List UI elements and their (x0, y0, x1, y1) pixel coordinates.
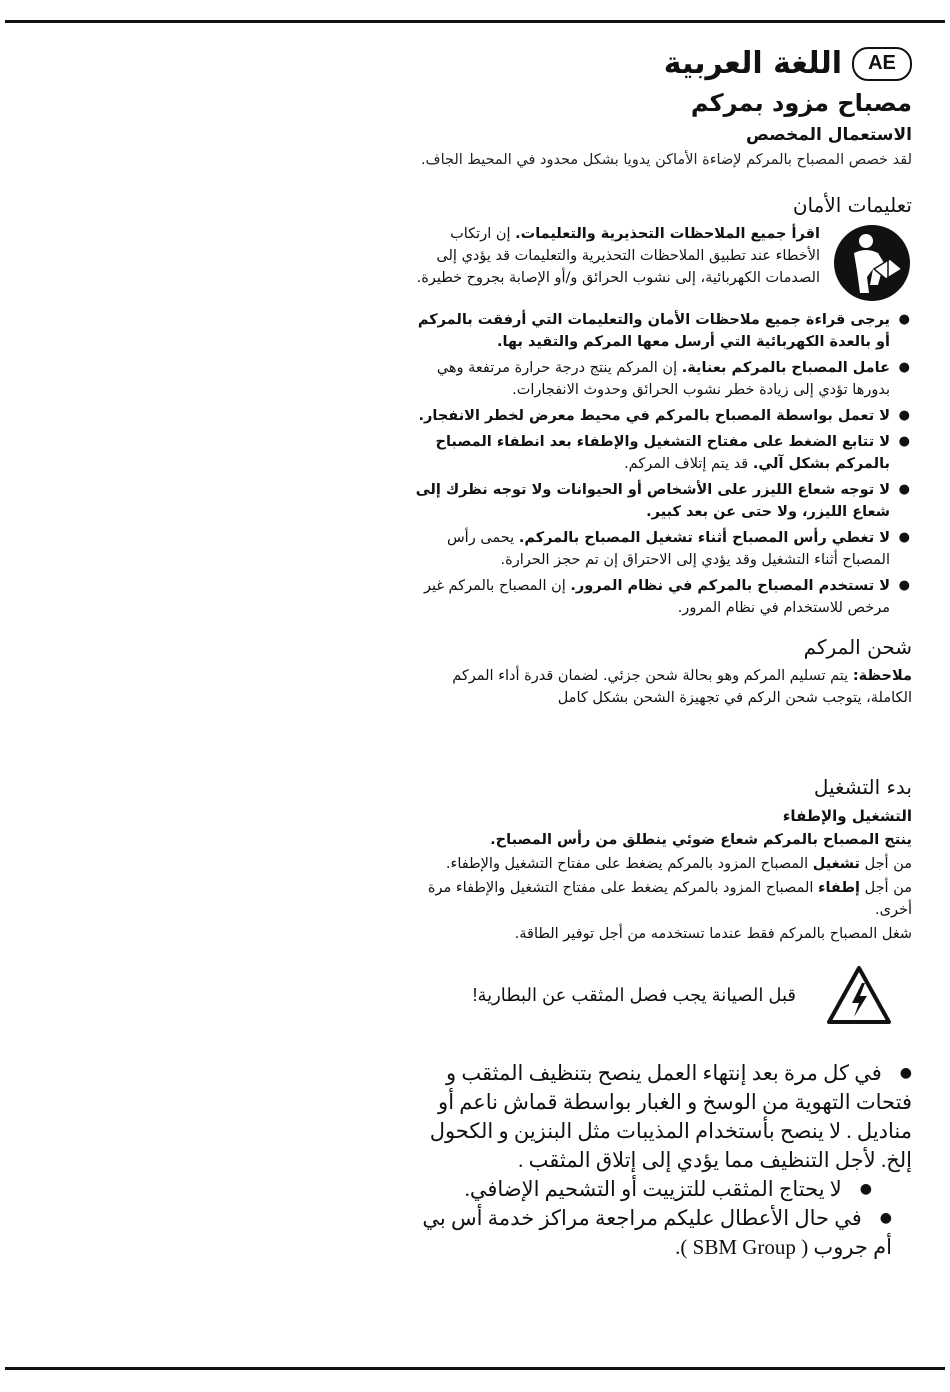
language-header (404, 46, 912, 81)
switch-off-text: من أجل إطفاء المصباح المزود بالمركم يضغط على مفتاح التشغيل والإطفاء مرة أخرى. (427, 880, 912, 918)
top-rule (5, 20, 945, 23)
maintenance-item: ●في حال الأعطال عليكم مراجعة مراكز خدمة أس بي أم جروب ( SBM Group ). (422, 1206, 892, 1259)
intended-use-heading: الاستعمال المخصص (746, 125, 912, 145)
intended-use-text: لقد خصص المصباح بالمركم لإضاءة الأماكن يدويا بشكل محدود في المحيط الجاف. (420, 152, 912, 168)
safety-bullet: ● لا تتابع الضغط على مفتاح التشغيل والإطفاء بعد انطفاء المصباح بالمركم بشكل آلي. قد يتم إتلاف المركم. (404, 431, 912, 475)
safety-bullets (404, 309, 912, 619)
safety-bullet: ● يرجى قراءة جميع ملاحظات الأمان والتعليمات التي أرفقت بالمركم أو بالعدة الكهربائية التي أرسل معها المركم والتقيد بها. (404, 309, 912, 353)
safety-intro (404, 223, 912, 303)
note-text: يتم تسليم المركم وهو بحالة شحن جزئي. لضمان قدرة أداء المركم الكاملة، يتوجب شحن الركم في تجهيزة الشحن بشكل كامل (452, 668, 912, 706)
maintenance-item: ●في كل مرة بعد إنتهاء العمل ينصح بتنظيف المثقب و فتحات التهوية من الوسخ و الغبار بواسطة قماش ناعم أو مناديل . لا ينصح بأستخدام المذيبات مثل البنزين و الكحول إلخ. لأجل التنظيف مما يؤدي إلى إتلاق المثقب . (429, 1061, 912, 1172)
page-content (404, 40, 912, 1262)
warning-text: قبل الصيانة يجب فصل المثقب عن البطارية! (472, 984, 796, 1005)
safety-intro-bold: اقرأ جميع الملاحظات التحذيرية والتعليمات. (515, 226, 820, 242)
safety-heading: تعليمات الأمان (792, 193, 912, 217)
safety-intro-text: إن ارتكاب الأخطاء عند تطبيق الملاحظات التحذيرية والتعليمات قد يؤدي إلى الصدمات الكهربائية، إلى نشوب الحرائق و/أو الإصابة بجروح خطيرة. (416, 226, 820, 286)
language-title: اللغة العربية (663, 46, 842, 81)
read-manual-icon (832, 223, 912, 303)
operation-heading: بدء التشغيل (813, 775, 912, 799)
safety-bullet: ● لا تستخدم المصباح بالمركم في نظام المرور. إن المصباح بالمركم غير مرخص للاستخدام في نظام المرور. (404, 575, 912, 619)
charging-note (404, 665, 912, 709)
bottom-rule (5, 1367, 945, 1370)
product-title: مصباح مزود بمركم (690, 89, 912, 117)
electric-hazard-icon (826, 965, 892, 1025)
switch-on-text: من أجل تشغيل المصباح المزود بالمركم يضغط على مفتاح التشغيل والإطفاء. (445, 856, 912, 872)
operation-subheading: التشغيل والإطفاء (782, 807, 912, 825)
maintenance-item: ●لا يحتاج المثقب للتزييت أو التشحيم الإضافي. (464, 1177, 872, 1201)
maintenance-list (404, 1059, 912, 1262)
safety-bullet: ● لا تعمل بواسطة المصباح بالمركم في محيط معرض لخطر الانفجار. (404, 405, 912, 427)
safety-bullet: ● عامل المصباح بالمركم بعناية. إن المركم ينتج درجة حرارة مرتفعة وهي بدورها تؤدي إلى زيادة خطر نشوب الحرائق وحدوث الانفجارات. (404, 357, 912, 401)
language-code-badge: AE (852, 47, 912, 81)
save-energy-text: شغل المصباح بالمركم فقط عندما تستخدمه من أجل توفير الطاقة. (514, 926, 912, 942)
maintenance-warning (404, 965, 912, 1025)
operation-lead: ينتج المصباح بالمركم شعاع ضوئي ينطلق من رأس المصباح. (490, 832, 912, 848)
safety-bullet: ● لا توجه شعاع الليزر على الأشخاص أو الحيوانات ولا توجه نظرك إلى شعاع الليزر، ولا حتى عن بعد كبير. (404, 479, 912, 523)
charging-heading: شحن المركم (803, 635, 912, 659)
safety-bullet: ● لا تغطي رأس المصباح أثناء تشغيل المصباح بالمركم. يحمى رأس المصباح أثناء التشغيل وقد يؤدي إلى الاحتراق إن تم حجز الحرارة. (404, 527, 912, 571)
note-label: ملاحظة: (852, 668, 912, 684)
